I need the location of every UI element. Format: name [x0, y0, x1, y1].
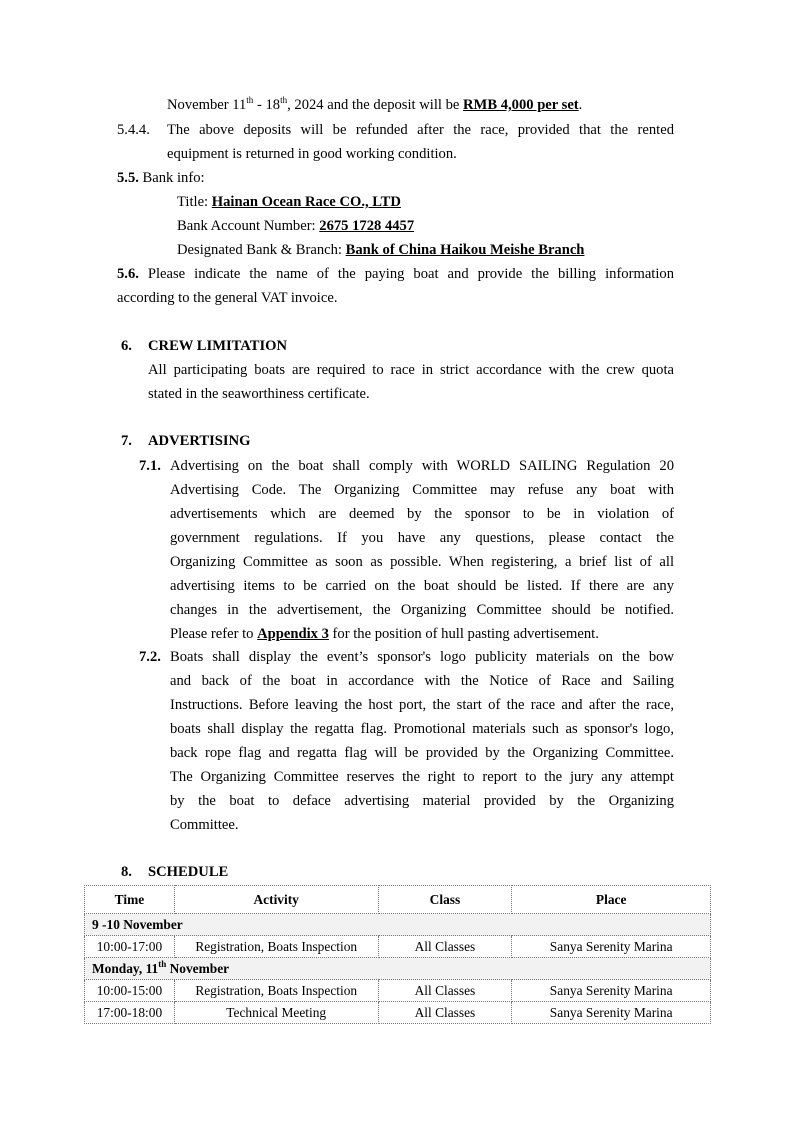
clause-number-7-2: 7.2.: [139, 649, 161, 665]
label: Bank Account Number:: [177, 218, 320, 234]
text: Please indicate the name of the paying boat and provide the billing information: [138, 266, 674, 282]
text-line: by the boat to deface advertising material provided by the Organizing: [170, 793, 674, 809]
appendix-3-link[interactable]: Appendix 3: [257, 626, 329, 642]
table-header-row: [85, 886, 711, 914]
clause-7-2: [170, 645, 674, 837]
clause-7-1: [170, 454, 674, 646]
text: November: [166, 960, 230, 976]
text: November 11: [167, 97, 247, 113]
date-label: [85, 958, 711, 980]
section-6-line2: stated in the seaworthiness certificate.: [148, 386, 370, 402]
text: Bank info:: [138, 170, 205, 186]
label: Designated Bank & Branch:: [177, 242, 346, 258]
clause-number-5-4-4: 5.4.4.: [117, 122, 150, 138]
table-row: [85, 936, 711, 958]
superscript: th: [280, 95, 288, 105]
bank-account: [177, 217, 414, 235]
bank-title-value: Hainan Ocean Race CO., LTD: [211, 194, 401, 210]
cell-class: All Classes: [378, 980, 512, 1002]
bank-account-value: 2675 1728 4457: [319, 218, 415, 234]
text: for the position of hull pasting advertisement.: [328, 626, 599, 642]
bank-branch: [177, 241, 584, 259]
text-line: advertising items to be carried on the boat should be listed. If there are any: [170, 578, 674, 594]
cell-time: 10:00-17:00: [85, 936, 175, 958]
cell-class: All Classes: [378, 936, 512, 958]
text-line: Organizing Committee as soon as possible. When registering, a brief list of all: [170, 554, 674, 570]
date-label: 9 -10 November: [85, 914, 711, 936]
text-line: Advertising Code. The Organizing Committee may refuse any boat with: [170, 482, 674, 498]
text: , 2024 and the deposit will be: [287, 97, 464, 113]
text: Monday, 11: [92, 960, 159, 976]
text-line: Instructions. Before leaving the host port, the start of the race and after the race,: [170, 697, 674, 713]
cell-time: 10:00-15:00: [85, 980, 175, 1002]
cell-place: Sanya Serenity Marina: [512, 980, 711, 1002]
clause-5-6-line2: according to the general VAT invoice.: [117, 290, 338, 306]
text: Please refer to: [170, 626, 258, 642]
cell-activity: Technical Meeting: [174, 1002, 378, 1024]
date-row: [85, 914, 711, 936]
text-line: [170, 622, 674, 646]
text-line: and back of the boat in accordance with the Notice of Race and Sailing: [170, 673, 674, 689]
section-number-8: 8.: [121, 864, 132, 880]
section-6-line1: All participating boats are required to race in strict accordance with the crew quota: [148, 362, 674, 378]
bank-title: [177, 193, 401, 211]
clause-number-7-1: 7.1.: [139, 458, 161, 474]
text-line: The Organizing Committee reserves the right to report to the jury any attempt: [170, 769, 674, 785]
table-row: [85, 980, 711, 1002]
cell-place: Sanya Serenity Marina: [512, 1002, 711, 1024]
cell-activity: Registration, Boats Inspection: [174, 936, 378, 958]
clause-5-5: [117, 169, 205, 187]
text: - 18: [253, 97, 281, 113]
bank-branch-value: Bank of China Haikou Meishe Branch: [345, 242, 585, 258]
cell-time: 17:00-18:00: [85, 1002, 175, 1024]
column-header-activity: Activity: [174, 886, 378, 914]
section-number-6: 6.: [121, 338, 132, 354]
text: .: [578, 97, 583, 113]
clause-5-4-4-line2: equipment is returned in good working condition.: [167, 146, 457, 162]
cell-class: All Classes: [378, 1002, 512, 1024]
text-line: back rope flag and regatta flag will be provided by the Organizing Committee.: [170, 745, 674, 761]
date-row: [85, 958, 711, 980]
superscript: th: [158, 958, 167, 969]
column-header-time: Time: [85, 886, 175, 914]
text-line: government regulations. If you have any questions, please contact the: [170, 530, 674, 546]
cell-activity: Registration, Boats Inspection: [174, 980, 378, 1002]
deposit-date-line: [167, 96, 582, 114]
schedule-table: [84, 885, 711, 1024]
column-header-class: Class: [378, 886, 512, 914]
text-line: advertisements which are deemed by the sponsor to be in violation of: [170, 506, 674, 522]
label: Title:: [177, 194, 212, 210]
clause-number: 5.6.: [117, 266, 139, 282]
text-line: Advertising on the boat shall comply with WORLD SAILING Regulation 20: [170, 458, 674, 474]
section-heading-schedule: SCHEDULE: [148, 864, 229, 880]
superscript: th: [246, 95, 254, 105]
column-header-place: Place: [512, 886, 711, 914]
text-line: boats shall display the regatta flag. Promotional materials such as sponsor's logo,: [170, 721, 674, 737]
text-line: Boats shall display the event’s sponsor's logo publicity materials on the bow: [170, 649, 674, 665]
clause-number: 5.5.: [117, 170, 139, 186]
section-heading-crew-limitation: CREW LIMITATION: [148, 338, 288, 354]
clause-5-4-4-line1: The above deposits will be refunded after the race, provided that the rented: [167, 122, 674, 138]
table-row: [85, 1002, 711, 1024]
text-line: Committee.: [170, 817, 239, 833]
cell-place: Sanya Serenity Marina: [512, 936, 711, 958]
text-line: changes in the advertisement, the Organizing Committee should be notified.: [170, 602, 674, 618]
section-number-7: 7.: [121, 433, 132, 449]
clause-5-6-line1: [117, 265, 674, 283]
deposit-amount: RMB 4,000 per set: [463, 97, 579, 113]
section-heading-advertising: ADVERTISING: [148, 433, 251, 449]
